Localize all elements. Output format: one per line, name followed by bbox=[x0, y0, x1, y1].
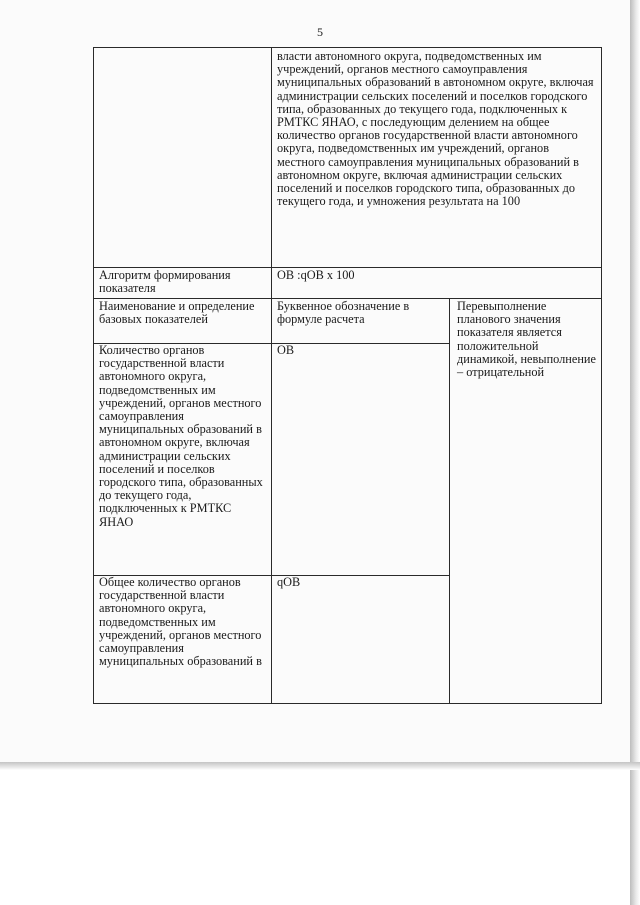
row1-description-cell: власти автономного округа, подведомственных им учреждений, органов местного самоуправления муниципальных образований в автономном округе, включая администрации сельских поселений и поселков городского типа, образованных до текущего года, подключенных к РМТКС ЯНАО, с последующим делением на общее количество органов государственной власти автономного округа, подведомственных им учреждений, органов местного самоуправления муниципальных образований в автономном округе, включая администрации сельских поселений и поселков городского типа, образованных до текущего года, и умножения результата на 100 bbox=[277, 49, 594, 209]
page-bottom-edge bbox=[0, 762, 640, 770]
base-indicator-1-name: Количество органов государственной власти автономного округа, подведомственных им учреждений, органов местного самоуправления муниципальных образований в автономном округе, включая администрации сельских поселений и поселков городского типа, образованных до текущего года, подключенных к РМТКС ЯНАО bbox=[99, 344, 263, 529]
row1-empty-cell bbox=[94, 48, 271, 267]
algorithm-label-cell: Алгоритм формирования показателя bbox=[99, 268, 231, 296]
header-symbol-cell: Буквенное обозначение в формуле расчета bbox=[277, 299, 410, 327]
page-number: 5 bbox=[317, 25, 323, 39]
base-indicator-2-symbol: qОВ bbox=[277, 576, 301, 589]
dynamics-note-cell: Перевыполнение планового значения показателя является положительной динамикой, невыполнение – отрицательной bbox=[457, 299, 596, 380]
base-indicator-1-symbol: ОВ bbox=[277, 344, 295, 357]
base-indicator-2-name: Общее количество органов государственной власти автономного округа, подведомственных им учреждений, органов местного самоуправления муниципальных образований в bbox=[99, 576, 262, 669]
header-name-cell: Наименование и определение базовых показателей bbox=[99, 299, 255, 327]
algorithm-formula-cell: ОВ :qОВ х 100 bbox=[277, 268, 355, 282]
indicator-table bbox=[93, 47, 602, 704]
